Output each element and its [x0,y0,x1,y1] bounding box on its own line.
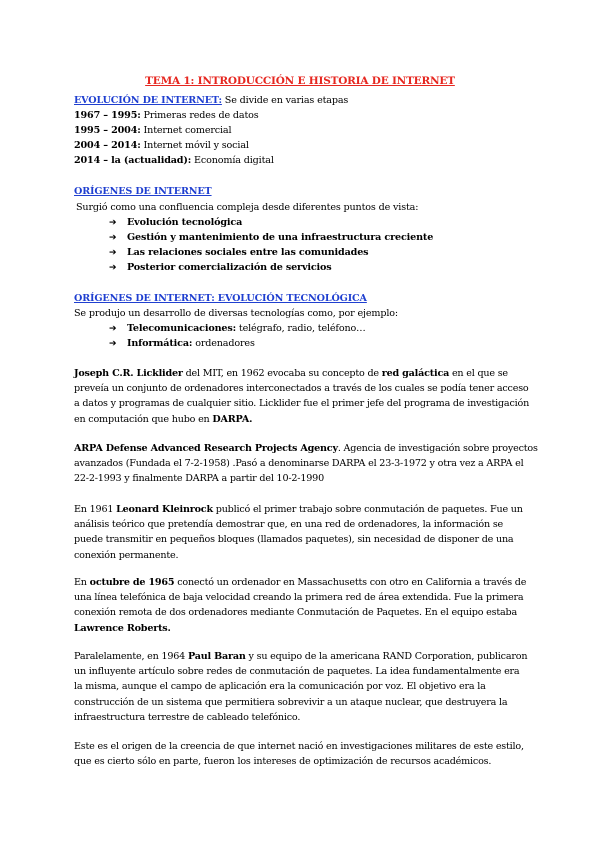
tecnologica-heading: ORÍGENES DE INTERNET: EVOLUCIÓN TECNOLÓGICA [74,293,367,304]
stage-desc: Internet comercial [140,125,232,136]
tecnologica-bullet: ➔ Telecomunicaciones: telégrafo, radio, teléfono… [109,323,366,334]
tecnologica-bullet: ➔ Informática: ordenadores [109,338,255,349]
arrow-right-icon: ➔ [109,339,117,349]
evolucion-heading-line [74,94,348,107]
stage-desc: Internet móvil y social [140,140,249,151]
origenes-bullet: ➔ Evolución tecnológica [109,217,243,228]
stage-desc: Economía digital [191,155,274,166]
origenes-bullet: ➔ Las relaciones sociales entre las comunidades [109,247,369,258]
stage-item [74,109,259,122]
origenes-bullet: ➔ Gestión y mantenimiento de una infraestructura creciente [109,232,434,243]
origenes-bullet: ➔ Posterior comercialización de servicios [109,262,332,273]
stage-period: 2004 – 2014: [74,140,141,151]
evolucion-intro: Se divide en varias etapas [221,95,349,106]
paragraph-licklider: Joseph C.R. Licklider del MIT, en 1962 evocaba su concepto de red galáctica en el que se preveía un conjunto de ordenadores interconectados a través de los cuales se podía tener acceso a datos y programas de cualquier sitio. Licklider fue el primer jefe del programa de investigación en computación que hubo en DARPA. [74,368,530,425]
tecnologica-intro: Se produjo un desarrollo de diversas tecnologías como, por ejemplo: [74,308,398,319]
stage-period: 1967 – 1995: [74,110,141,121]
evolucion-heading: EVOLUCIÓN DE INTERNET: [74,95,222,106]
arrow-right-icon: ➔ [109,263,117,273]
arrow-right-icon: ➔ [109,324,117,334]
document-title: TEMA 1: INTRODUCCIÓN E HISTORIA DE INTERNET [145,75,455,87]
arrow-right-icon: ➔ [109,233,117,243]
stage-period: 2014 – la (actualidad): [74,155,192,166]
stage-item [74,154,274,167]
arrow-right-icon: ➔ [109,218,117,228]
paragraph-baran: Paralelamente, en 1964 Paul Baran y su equipo de la americana RAND Corporation, publicaron un influyente artículo sobre redes de conmutación de paquetes. La idea fundamentalmente era la misma, aunque el campo de aplicación era la comunicación por voz. El objetivo era la construcción de un sistema que permitiera sobrevivir a un ataque nuclear, que destruyera la infraestructura terrestre de cableado telefónico. [74,651,528,723]
paragraph-kleinrock: En 1961 Leonard Kleinrock publicó el primer trabajo sobre conmutación de paquetes. Fue un análisis teórico que pretendía demostrar que, en una red de ordenadores, la información se puede transmitir en pequeños bloques (llamados paquetes), sin necesidad de disponer de una conexión permanente. [74,504,523,561]
origenes-intro: Surgió como una confluencia compleja desde diferentes puntos de vista: [76,202,419,213]
origenes-heading: ORÍGENES DE INTERNET [74,186,212,197]
stage-item [74,124,231,137]
paragraph-origen: Este es el origen de la creencia de que internet nació en investigaciones militares de este estilo, que es cierto sólo en parte, fueron los intereses de optimización de recursos académicos. [74,741,524,768]
stage-desc: Primeras redes de datos [140,110,259,121]
paragraph-octubre: En octubre de 1965 conectó un ordenador en Massachusetts con otro en California a través de una línea telefónica de baja velocidad creando la primera red de área extendida. Fue la primera conexión remota de dos ordenadores mediante Conmutación de Paquetes. En el equipo estaba Lawrence Roberts. [74,577,527,634]
stage-period: 1995 – 2004: [74,125,141,136]
arrow-right-icon: ➔ [109,248,117,258]
stage-item [74,139,249,152]
paragraph-arpa: ARPA Defense Advanced Research Projects Agency. Agencia de investigación sobre proyectos avanzados (Fundada el 7-2-1958) .Pasó a denominarse DARPA el 23-3-1972 y otra vez a ARPA el 22-2-1993 y finalmente DARPA a partir del 10-2-1990 [74,443,538,485]
